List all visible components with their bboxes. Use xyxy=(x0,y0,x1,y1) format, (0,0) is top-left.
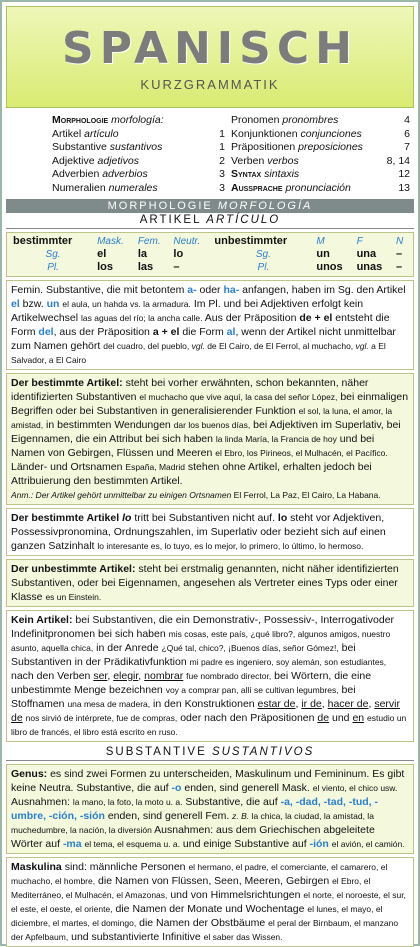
toc-row xyxy=(231,128,410,142)
toc-page: 12 xyxy=(398,168,410,180)
cell: lo xyxy=(173,248,184,260)
toc-translation: sintaxis xyxy=(264,168,300,180)
toc-entry xyxy=(231,168,382,182)
toc-translation: adverbios xyxy=(102,168,148,180)
toc-label: Pronomen xyxy=(231,114,280,126)
cell: los xyxy=(97,261,113,273)
toc-row xyxy=(231,155,410,169)
toc-translation: numerales xyxy=(108,181,158,194)
table-of-contents xyxy=(52,114,410,195)
section-title-es: MORFOLOGÍA xyxy=(217,200,313,212)
page-title: SPANISCH xyxy=(62,23,358,74)
toc-row xyxy=(52,141,231,155)
toc-label: Substantive xyxy=(52,141,107,153)
toc-row xyxy=(52,168,231,182)
toc-row xyxy=(52,182,231,196)
toc-page: 2 xyxy=(219,154,225,167)
toc-row xyxy=(231,182,410,196)
toc-entry xyxy=(52,141,185,155)
toc-entry xyxy=(52,168,185,182)
toc-entry xyxy=(52,182,185,196)
toc-page: 4 xyxy=(404,114,410,126)
toc-label: Aussprache xyxy=(231,181,283,194)
cell: – xyxy=(396,261,403,273)
toc-translation: artículo xyxy=(84,127,119,140)
genus-paragraph: Genus: es sind zwei Formen zu unterscheiden, Maskulinum und Femininum. Es gibt keine Neutra. Substantive, die auf -o enden, sind generell Mask. el viento, el chico usw. Ausnahmen: la mano, la foto, la moto u. a. Substantive, die auf -a, -dad, -tad, -tud, -umbre, -ción, -sión enden, sind generell Fem. z. B. la chica, la ciudad, la amistad, la muchedumbre, la nación, la diversión Ausnahmen: aus dem Griechischen abgeleitete Wörter auf -ma el tema, el esquema u. a. und einige Substantive auf -ión el avión, el camión. xyxy=(6,764,414,854)
toc-row xyxy=(52,128,231,142)
col-mask: Mask. xyxy=(97,236,124,247)
toc-right-column xyxy=(231,114,410,195)
subsection-title: SUBSTANTIVE xyxy=(105,746,207,758)
toc-entry xyxy=(231,141,382,155)
article-table xyxy=(11,235,409,274)
toc-page: 13 xyxy=(398,181,410,194)
row-sg: Sg. xyxy=(45,249,61,260)
toc-row xyxy=(231,168,410,182)
col-fem: Fem. xyxy=(137,236,161,247)
cell: – xyxy=(396,248,403,260)
section-title: MORPHOLOGIE xyxy=(107,200,213,212)
toc-page: 7 xyxy=(404,141,410,153)
subsection-title-es: ARTÍCULO xyxy=(206,214,281,226)
article-row-plural xyxy=(11,261,409,274)
toc-page: 8, 14 xyxy=(386,154,410,167)
toc-label: Numeralien xyxy=(52,181,106,194)
bestimmte-artikel-paragraph: Der bestimmte Artikel: steht bei vorher erwähnten, schon bekannten, näher identifizierten Substantiven el muchacho que vive aquí, la casa del señor López, bei einmaligen Begriffen oder bei Substantiven in generalisierender Funktion el sol, la luna, el amor, la amistad, in bestimmten Wendungen dar los buenos días, bei Adjektiven im Superlativ, bei Eigennamen, die ein Attribut bei sich haben la linda María, la Francia de hoy und bei Namen von Gebirgen, Flüssen und Meeren el Ebro, los Pirineos, el Mulhacén, el Pacífico. Länder- und Ortsnamen España, Madrid stehen ohne Artikel, erhalten jedoch bei Attribuierung den bestimmten Artikel. Anm.: Der Artikel gehört unmittelbar zu einigen Ortsnamen El Ferrol, La Paz, El Cairo, La Habana. xyxy=(6,373,414,505)
toc-translation: preposiciones xyxy=(298,141,363,153)
subsection-band-substantive xyxy=(6,745,414,761)
toc-page: 1 xyxy=(219,141,225,153)
header-banner xyxy=(6,6,414,108)
cell: la xyxy=(137,248,147,260)
toc-translation: conjunciones xyxy=(300,127,362,140)
cell: unas xyxy=(356,261,383,273)
toc-translation: morfología: xyxy=(111,114,164,126)
toc-entry xyxy=(52,114,185,128)
subsection-title: ARTIKEL xyxy=(139,214,202,226)
toc-label: Konjunktionen xyxy=(231,127,298,140)
kein-artikel-paragraph: Kein Artikel: bei Substantiven, die ein Demonstrativ-, Possessiv-, Interrogativoder Indefinitpronomen bei sich haben mis cosas, este país, ¿qué libro?, algunos amigos, nuestro asunto, aquella chica, in der Anrede ¿Qué tal, chico?, ¡Buenos días, señor Gómez!, bei Substantiven in der Prädikativfunktion mi padre es ingeniero, soy alemán, son estudiantes, nach den Verben ser, elegir, nombrar fue nombrado director, bei Wörtern, die eine unbestimmte Menge bezeichnen voy a comprar pan, allí se cultivan legumbres, bei Stoffnamen una mesa de madera, in den Konstruktionen estar de, ir de, hacer de, servir de nos sirvió de intérprete, fue de compras, oder nach den Präpositionen de und en estudio un libro de francés, el libro está escrito en ruso. xyxy=(6,610,414,742)
toc-label: Präpositionen xyxy=(231,141,296,153)
toc-row xyxy=(231,114,410,128)
indef-article-label: unbestimmter xyxy=(214,235,288,247)
row-pl: Pl. xyxy=(257,262,270,273)
toc-translation: verbos xyxy=(267,154,299,167)
col-neutr: Neutr. xyxy=(173,236,201,247)
toc-page xyxy=(185,114,231,128)
toc-row xyxy=(231,141,410,155)
toc-entry xyxy=(231,114,382,128)
cell: unos xyxy=(316,261,343,273)
toc-entry xyxy=(231,128,382,142)
toc-row xyxy=(52,114,231,128)
toc-label: Adjektive xyxy=(52,154,95,167)
lo-paragraph: Der bestimmte Artikel lo tritt bei Substantiven nicht auf. lo steht vor Adjektiven, Possessivpronomina, Ordnungszahlen, im Superlativ oder bezieht sich auf einen ganzen Satzinhalt lo interesante es, lo tuyo, es lo mejor, lo primero, lo último, lo hermoso. xyxy=(6,508,414,556)
unbestimmte-artikel-paragraph: Der unbestimmte Artikel: steht bei erstmalig genannten, nicht näher identifizierten Substantiven, oder bei Eigennamen, angesehen als Vertreter eines Typs oder einer Klasse es un Einstein. xyxy=(6,559,414,607)
toc-label: Adverbien xyxy=(52,168,100,180)
maskulina-paragraph: Maskulina sind: männliche Personen el hermano, el padre, el comerciante, el camarero, el muchacho, el hombre, die Namen von Flüssen, Seen, Meeren, Gebirgen el Ebro, el Mediterráneo, el Mulhacén, el Amazonas, und von Himmelsrichtungen el norte, el noroeste, el sur, el este, el oeste, el oriente, die Namen der Monate und Wochentage el lunes, el mayo, el diciembre, el martes, el domingo, die Namen der Obstbäume el peral der Birnbaum, el manzano der Apfelbaum, und substantivierte Infinitive el saber das Wissen. xyxy=(6,857,414,947)
subsection-title-es: SUSTANTIVOS xyxy=(211,746,315,758)
toc-row xyxy=(52,155,231,169)
col-m: M xyxy=(316,236,325,247)
cell: las xyxy=(137,261,154,273)
toc-entry xyxy=(52,155,185,169)
cell: un xyxy=(316,248,330,260)
toc-page: 3 xyxy=(219,168,225,180)
col-n: N xyxy=(396,236,404,247)
toc-page: 3 xyxy=(219,181,225,194)
article-row-singular xyxy=(11,248,409,261)
toc-label: Syntax xyxy=(231,168,262,180)
toc-translation: pronombres xyxy=(282,114,339,126)
toc-page: 6 xyxy=(404,127,410,140)
toc-translation: adjetivos xyxy=(97,154,139,167)
toc-entry xyxy=(231,182,382,196)
femin-paragraph: Femin. Substantive, die mit betontem a- oder ha- anfangen, haben im Sg. den Artikel el bzw. un el aula, un hahda vs. la armadura. Im Pl. und bei Adjektiven erfolgt kein Artikelwechsel las aguas del río; la ancha calle. Aus der Präposition de + el entsteht die Form del, aus der Präposition a + el die Form al, wenn der Artikel nicht unmittelbar zum Namen gehört del cuadro, del pueblo, vgl. de El Cairo, de El Ferrol, al muchacho, vgl. a El Salvador, a El Cairo xyxy=(6,280,414,370)
toc-label: Morphologie xyxy=(52,114,109,126)
row-pl: Pl. xyxy=(47,262,59,273)
row-sg: Sg. xyxy=(255,249,271,260)
cell: – xyxy=(173,261,180,273)
toc-label: Artikel xyxy=(52,127,82,140)
article-table-box xyxy=(6,232,414,277)
cell: el xyxy=(97,248,107,260)
toc-translation: pronunciación xyxy=(285,181,351,194)
toc-entry xyxy=(231,155,382,169)
page-subtitle: KURZGRAMMATIK xyxy=(140,77,280,92)
toc-left-column xyxy=(52,114,231,195)
cell: una xyxy=(356,248,377,260)
def-article-label: bestimmter xyxy=(13,235,73,247)
toc-label: Verben xyxy=(231,154,265,167)
col-f: F xyxy=(356,236,363,247)
toc-translation: sustantivos xyxy=(109,141,163,153)
toc-entry xyxy=(52,128,185,142)
article-table-header xyxy=(11,235,409,248)
toc-page: 1 xyxy=(219,127,225,140)
subsection-band-artikel xyxy=(6,213,414,229)
section-band-morphologie xyxy=(6,199,414,213)
